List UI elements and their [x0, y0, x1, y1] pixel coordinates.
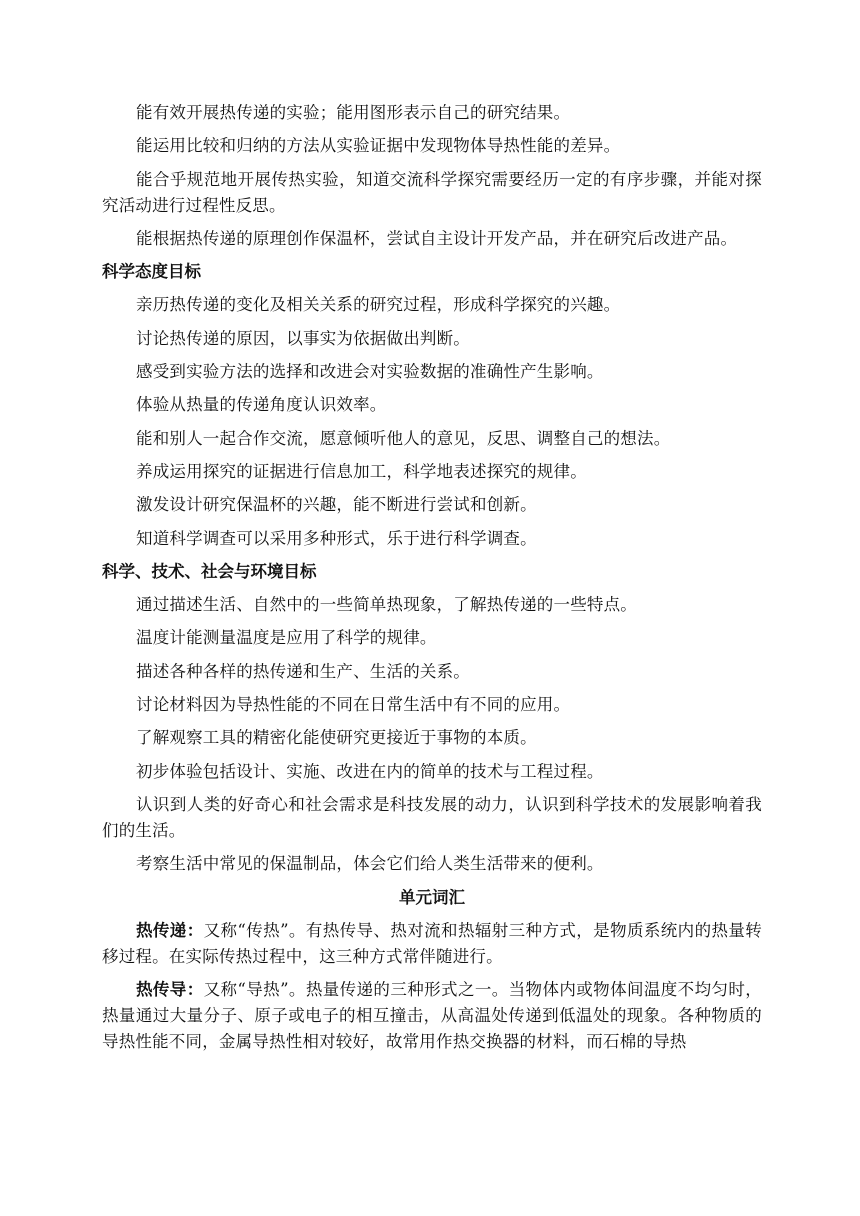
attitude-paragraph-2: 讨论热传递的原因，以事实为依据做出判断。: [136, 328, 470, 348]
vocab-definition: 又称“传热”。有热传导、热对流和热辐射三种方式，是物质系统内的热量转移过程。在实际传热过程中，这三种方式常伴随进行。: [102, 920, 762, 966]
stse-paragraph-1: 通过描述生活、自然中的一些简单热现象，了解热传递的一些特点。: [136, 595, 637, 615]
section-heading-stse: 科学、技术、社会与环境目标: [102, 561, 317, 581]
skill-paragraph-1: 能有效开展热传递的实验；能用图形表示自己的研究结果。: [136, 103, 571, 122]
stse-paragraph-4: 讨论材料因为导热性能的不同在日常生活中有不同的应用。: [136, 695, 571, 715]
stse-paragraph-7: 认识到人类的好奇心和社会需求是科技发展的动力，认识到科学技术的发展影响着我们的生活。: [102, 794, 762, 840]
skill-paragraph-4: 能根据热传递的原理创作保温杯，尝试自主设计开发产品，并在研究后改进产品。: [136, 228, 738, 248]
vocab-definition: 又称“导热”。热量传递的三种形式之一。当物体内或物体间温度不均匀时，热量通过大量分子、原子或电子的相互撞击，从高温处传递到低温处的现象。各种物质的导热性能不同，金属导热性相对较好，故常用作热交换器的材料，而石棉的导热: [102, 980, 762, 1052]
attitude-paragraph-5: 能和别人一起合作交流，愿意倾听他人的意见，反思、调整自己的想法。: [136, 428, 671, 448]
skill-paragraph-2: 能运用比较和归纳的方法从实验证据中发现物体导热性能的差异。: [136, 136, 621, 156]
vocab-entry-heat-transfer: [102, 918, 762, 970]
attitude-paragraph-4: 体验从热量的传递角度认识效率。: [136, 395, 387, 415]
stse-paragraph-3: 描述各种各样的热传递和生产、生活的关系。: [136, 661, 470, 681]
vocab-term: 热传导：: [136, 980, 204, 1000]
attitude-paragraph-3: 感受到实验方法的选择和改进会对实验数据的准确性产生影响。: [136, 362, 604, 382]
document-page: [102, 100, 762, 1062]
skill-paragraph-3: 能合乎规范地开展传热实验，知道交流科学探究需要经历一定的有序步骤，并能对探究活动进行过程性反思。: [102, 169, 762, 215]
attitude-paragraph-1: 亲历热传递的变化及相关关系的研究过程，形成科学探究的兴趣。: [136, 295, 621, 315]
vocab-term: 热传递：: [136, 920, 204, 940]
stse-paragraph-6: 初步体验包括设计、实施、改进在内的简单的技术与工程过程。: [136, 761, 604, 781]
vocab-title: 单元词汇: [399, 887, 465, 907]
vocab-entry-heat-conduction: [102, 977, 762, 1055]
section-heading-attitude: 科学态度目标: [102, 262, 201, 282]
stse-paragraph-8: 考察生活中常见的保温制品，体会它们给人类生活带来的便利。: [136, 854, 604, 874]
attitude-paragraph-8: 知道科学调查可以采用多种形式，乐于进行科学调查。: [136, 528, 537, 548]
attitude-paragraph-6: 养成运用探究的证据进行信息加工，科学地表述探究的规律。: [136, 461, 587, 481]
attitude-paragraph-7: 激发设计研究保温杯的兴趣，能不断进行尝试和创新。: [136, 495, 537, 515]
stse-paragraph-2: 温度计能测量温度是应用了科学的规律。: [136, 628, 437, 648]
stse-paragraph-5: 了解观察工具的精密化能使研究更接近于事物的本质。: [136, 728, 537, 748]
